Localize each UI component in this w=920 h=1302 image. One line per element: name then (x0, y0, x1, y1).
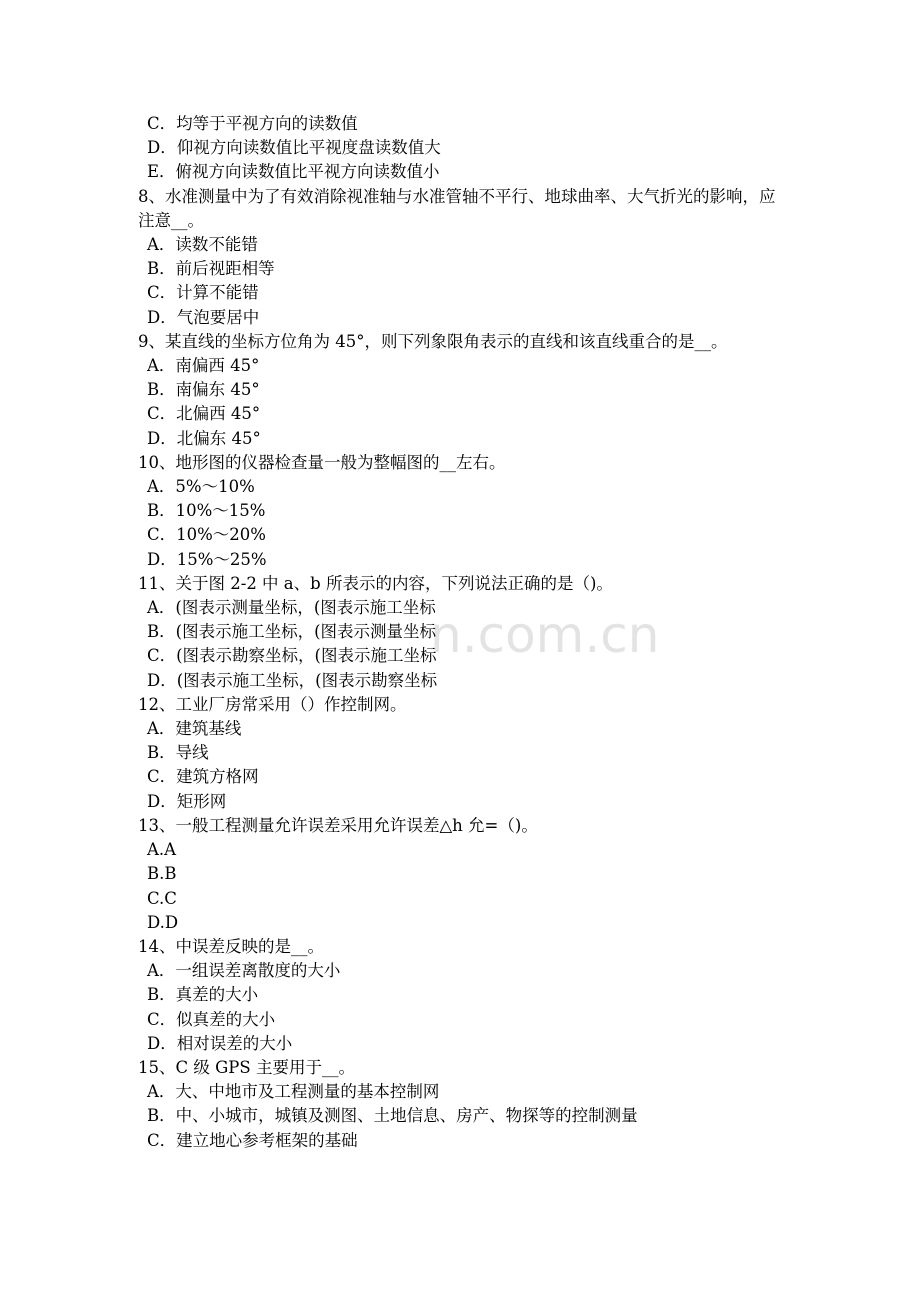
question-15: 15、C 级 GPS 主要用于__。 (138, 1057, 355, 1077)
option-7d: D．仰视方向读数值比平视度盘读数值大 (147, 138, 441, 158)
watermark: n.com.cn (430, 606, 660, 664)
question-10: 10、地形图的仪器检查量一般为整幅图的__左右。 (138, 452, 506, 472)
option-15c: C．建立地心参考框架的基础 (147, 1130, 358, 1150)
option-8d: D．气泡要居中 (147, 307, 260, 327)
option-11a: A．(图表示测量坐标，(图表示施工坐标 (147, 598, 436, 618)
document-body (138, 112, 790, 1153)
option-11d: D．(图表示施工坐标，(图表示勘察坐标 (147, 670, 438, 690)
option-12b: B．导线 (147, 743, 209, 763)
option-15b: B．中、小城市，城镇及测图、土地信息、房产、物探等的控制测量 (147, 1106, 638, 1126)
option-9d: D．北偏东 45° (147, 428, 261, 448)
option-12c: C．建筑方格网 (147, 767, 259, 787)
option-10c: C．10%～20% (147, 525, 266, 545)
option-10b: B．10%～15% (147, 501, 266, 521)
question-8: 8、水准测量中为了有效消除视准轴与水准管轴不平行、地球曲率、大气折光的影响，应注意__。 (138, 186, 776, 230)
option-14b: B．真差的大小 (147, 985, 259, 1005)
option-8a: A．读数不能错 (147, 235, 258, 255)
option-9a: A．南偏西 45° (147, 356, 260, 376)
option-11c: C．(图表示勘察坐标，(图表示施工坐标 (147, 646, 437, 666)
option-13a: A.A (147, 840, 177, 860)
option-14a: A．一组误差离散度的大小 (147, 961, 341, 981)
option-10d: D．15%～25% (147, 549, 267, 569)
option-13d: D.D (147, 912, 179, 932)
option-14d: D．相对误差的大小 (147, 1033, 293, 1053)
option-12a: A．建筑基线 (147, 719, 242, 739)
question-9: 9、某直线的坐标方位角为 45°，则下列象限角表示的直线和该直线重合的是__。 (138, 331, 728, 351)
question-13: 13、一般工程测量允许误差采用允许误差△h 允=（)。 (138, 815, 538, 835)
question-14: 14、中误差反映的是__。 (138, 936, 324, 956)
option-9b: B．南偏东 45° (147, 380, 260, 400)
option-7e: E．俯视方向读数值比平视方向读数值小 (147, 162, 440, 182)
option-9c: C．北偏西 45° (147, 404, 261, 424)
option-10a: A．5%～10% (147, 477, 255, 497)
option-8c: C．计算不能错 (147, 283, 259, 303)
option-14c: C．似真差的大小 (147, 1009, 276, 1029)
question-11: 11、关于图 2-2 中 a、b 所表示的内容，下列说法正确的是（)。 (138, 573, 613, 593)
option-13c: C.C (147, 888, 177, 908)
option-8b: B．前后视距相等 (147, 259, 275, 279)
option-13b: B.B (147, 864, 177, 884)
question-12: 12、工业厂房常采用（）作控制网。 (138, 694, 407, 714)
option-12d: D．矩形网 (147, 791, 227, 811)
option-11b: B．(图表示施工坐标，(图表示测量坐标 (147, 622, 436, 642)
option-7c: C．均等于平视方向的读数值 (147, 114, 358, 133)
option-15a: A．大、中地市及工程测量的基本控制网 (147, 1082, 440, 1102)
